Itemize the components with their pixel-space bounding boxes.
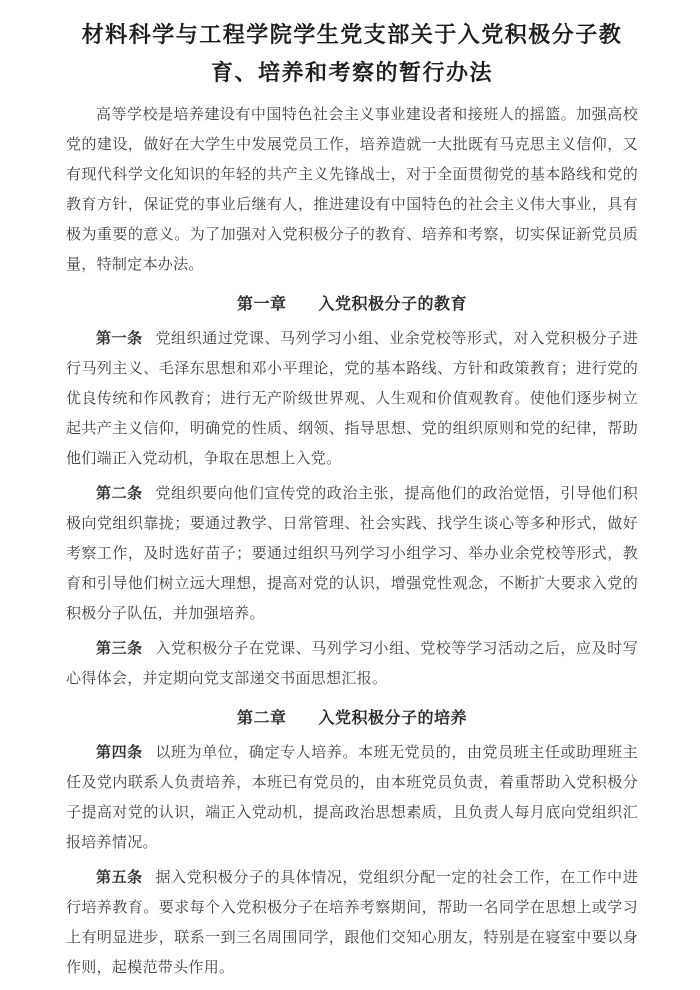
- article-1-paragraph: [66, 324, 638, 474]
- article-4-label: 第四条: [96, 745, 143, 761]
- document-title-line-2: 育、培养和考察的暂行办法: [210, 60, 493, 85]
- article-2-label: 第二条: [96, 486, 143, 502]
- document-title: [66, 16, 638, 92]
- article-4-paragraph: [66, 738, 638, 858]
- article-3-label: 第三条: [96, 641, 143, 657]
- article-4-text: 以班为单位，确定专人培养。本班无党员的，由党员班主任或助理班主任及党内联系人负责培养，本班已有党员的，由本班党员负责，着重帮助入党积极分子提高对党的认识，端正入党动机，提高政治思想素质，且负责人每月底向党组织汇报培养情况。: [66, 745, 638, 851]
- article-2-paragraph: [66, 479, 638, 629]
- document-title-line-1: 材料科学与工程学院学生党支部关于入党积极分子教: [81, 22, 623, 47]
- article-2-text: 党组织要向他们宣传党的政治主张，提高他们的政治觉悟，引导他们积极向党组织靠拢；要通过教学、日常管理、社会实践、找学生谈心等多种形式，做好考察工作，及时选好苗子；要通过组织马列学习小组学习、举办业余党校等形式，教育和引导他们树立远大理想，提高对党的认识，增强党性观念，不断扩大要求入党的积极分子队伍，并加强培养。: [66, 486, 638, 622]
- chapter-1-number: 第一章: [236, 296, 287, 313]
- chapter-1-heading: [66, 290, 638, 320]
- article-3-text: 入党积极分子在党课、马列学习小组、党校等学习活动之后，应及时写心得体会，并定期向党支部递交书面思想汇报。: [66, 641, 638, 687]
- article-1-label: 第一条: [96, 331, 143, 347]
- chapter-1-title: 入党积极分子的教育: [318, 296, 468, 313]
- article-3-paragraph: [66, 634, 638, 694]
- chapter-2-number: 第二章: [236, 710, 287, 727]
- intro-paragraph: 高等学校是培养建设有中国特色社会主义事业建设者和接班人的摇篮。加强高校党的建设，做好在大学生中发展党员工作，培养造就一大批既有马克思主义信仰，又有现代科学文化知识的年轻的共产主义先锋战士，对于全面贯彻党的基本路线和党的教育方针，保证党的事业后继有人，推进建设有中国特色的社会主义伟大事业，具有极为重要的意义。为了加强对入党积极分子的教育、培养和考察，切实保证新党员质量，特制定本办法。: [66, 107, 638, 273]
- article-5-text: 据入党积极分子的具体情况，党组织分配一定的社会工作，在工作中进行培养教育。要求每个入党积极分子在培养考察期间，帮助一名同学在思想上或学习上有明显进步，联系一到三名周围同学，跟他们交知心朋友，特别是在寝室中要以身作则，起模范带头作用。: [66, 870, 638, 976]
- article-1-text: 党组织通过党课、马列学习小组、业余党校等形式，对入党积极分子进行马列主义、毛泽东思想和邓小平理论，党的基本路线、方针和政策教育；进行党的优良传统和作风教育；进行无产阶级世界观、人生观和价值观教育。使他们逐步树立起共产主义信仰，明确党的性质、纲领、指导思想、党的组织原则和党的纪律，帮助他们端正入党动机，争取在思想上入党。: [66, 331, 638, 467]
- chapter-2-heading: [66, 704, 638, 734]
- article-5-label: 第五条: [96, 870, 143, 886]
- chapter-2-title: 入党积极分子的培养: [318, 710, 468, 727]
- article-5-paragraph: [66, 863, 638, 983]
